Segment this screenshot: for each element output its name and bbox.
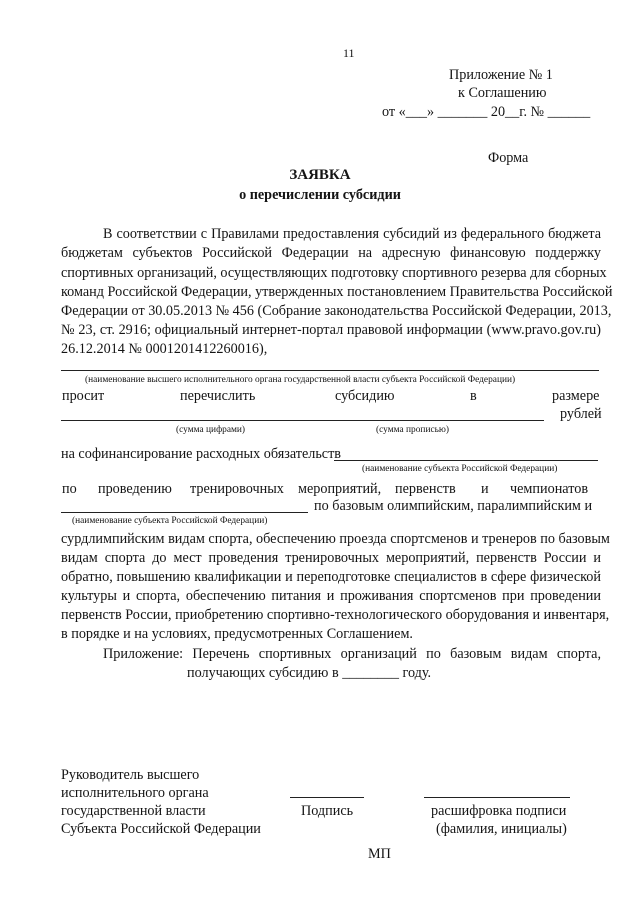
intro-line-4: команд Российской Федерации, утвержденных постановлением Правительства Российской: [61, 284, 613, 300]
decoding-blank-line: [424, 797, 570, 798]
body-line-2: видам спорта до мест проведения тренировочных мероприятий, первенств России и: [61, 550, 601, 566]
body-line-1: сурдлимпийским видам спорта, обеспечению проезда спортсменов и тренеров по базовым: [61, 531, 610, 547]
intro-line-2: бюджетам субъектов Российской Федерации на адресную финансовую поддержку: [61, 245, 601, 261]
request-word-1: просит: [62, 388, 105, 404]
subject-hint-1: (наименование субъекта Российской Федерации): [362, 464, 558, 474]
request-word-5: размере: [552, 388, 600, 404]
request-word-3: субсидию: [335, 388, 395, 404]
signatory-line-3: государственной власти: [61, 803, 206, 819]
sum-words-hint: (сумма прописью): [376, 425, 450, 435]
activity-word-6: и: [481, 481, 489, 497]
intro-line-5: Федерации от 30.05.2013 № 456 (Собрание законодательства Российской Федерации, 2013,: [61, 303, 612, 319]
subject-blank-line-2: [61, 512, 308, 513]
body-line-3: обратно, повышению квалификации и переподготовке специалистов в сфере физической: [61, 569, 601, 585]
annex-title: Приложение № 1: [449, 67, 553, 83]
base-sports-text: по базовым олимпийским, паралимпийским и: [314, 498, 593, 514]
stamp-label: МП: [368, 846, 391, 862]
authority-hint: (наименование высшего исполнительного органа государственной власти субъекта Российской Федерации): [85, 375, 516, 385]
signatory-line-2: исполнительного органа: [61, 785, 209, 801]
rubles-label: рублей: [560, 406, 602, 422]
page-number: 11: [343, 46, 355, 60]
intro-line-3: спортивных организаций, осуществляющих подготовку спортивного резерва для сборных: [61, 265, 607, 281]
annex-agreement: к Соглашению: [458, 85, 547, 101]
subject-blank-line-1: [334, 460, 598, 461]
body-line-5: первенств России, приобретению спортивно-технологического оборудования и инвентаря,: [61, 607, 610, 623]
body-line-4: культуры и спорта, обеспечению питания и проживания спортсменов при проведении: [61, 588, 601, 604]
authority-blank-line: [61, 370, 599, 371]
activity-word-7: чемпионатов: [510, 481, 589, 497]
form-label: Форма: [488, 150, 529, 166]
signatory-line-1: Руководитель высшего: [61, 767, 200, 783]
body-line-6: в порядке и на условиях, предусмотренных Соглашением.: [61, 626, 413, 642]
activity-word-4: мероприятий,: [298, 481, 382, 497]
decoding-hint: (фамилия, инициалы): [436, 821, 567, 837]
subject-hint-2: (наименование субъекта Российской Федерации): [72, 516, 268, 526]
decoding-label: расшифровка подписи: [431, 803, 567, 819]
intro-line-7: 26.12.2014 № 0001201412260016),: [61, 341, 268, 357]
activity-word-3: тренировочных: [190, 481, 284, 497]
signatory-line-4: Субъекта Российской Федерации: [61, 821, 261, 837]
sum-digits-hint: (сумма цифрами): [176, 425, 246, 435]
request-word-4: в: [470, 388, 477, 404]
annex-date-number: от «___» _______ 20__г. № ______: [382, 104, 591, 120]
activity-word-1: по: [62, 481, 77, 497]
activity-word-2: проведению: [98, 481, 172, 497]
request-word-2: перечислить: [180, 388, 256, 404]
signature-blank-line: [290, 797, 364, 798]
signature-label: Подпись: [301, 803, 354, 819]
intro-line-6: № 23, ст. 2916; официальный интернет-портал правовой информации (www.pravo.gov.ru): [61, 322, 601, 338]
cofinancing-text: на софинансирование расходных обязательств: [61, 446, 341, 462]
attachment-line-1: Приложение: Перечень спортивных организаций по базовым видам спорта,: [103, 646, 601, 662]
document-title: ЗАЯВКА: [289, 167, 351, 183]
attachment-line-2: получающих субсидию в ________ году.: [187, 665, 432, 681]
sum-blank-line: [61, 420, 544, 421]
intro-line-1: В соответствии с Правилами предоставления субсидий из федерального бюджета: [103, 226, 601, 242]
document-subtitle: о перечислении субсидии: [239, 187, 401, 203]
activity-word-5: первенств: [395, 481, 456, 497]
